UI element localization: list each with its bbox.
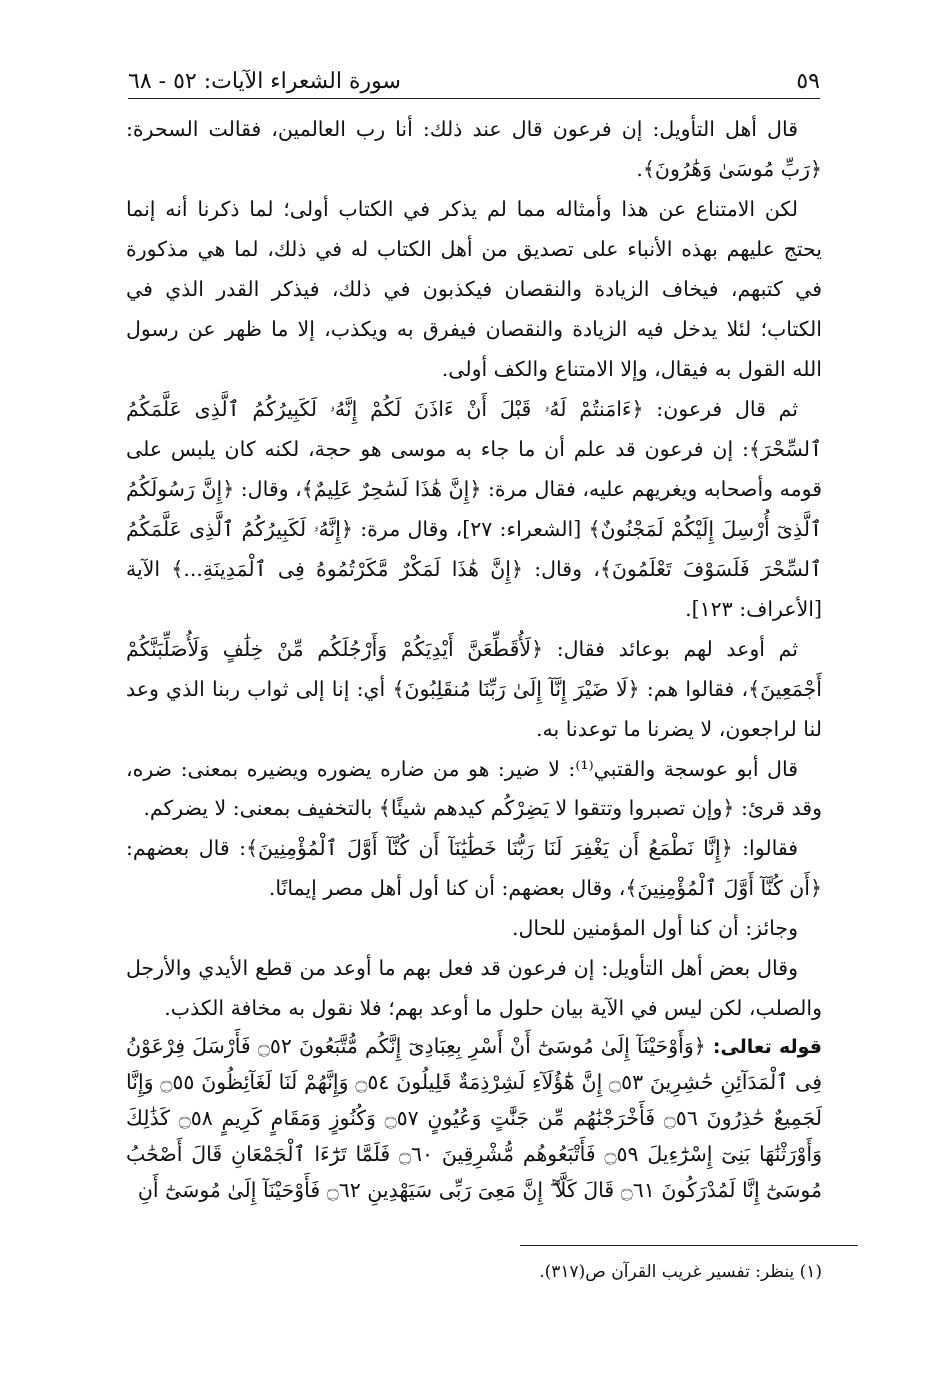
footnote: (١) ينظر: تفسير غريب القرآن ص(٣١٧). — [539, 1262, 822, 1282]
page-number: ٥٩ — [796, 69, 820, 94]
verses-block — [126, 1029, 822, 1208]
paragraph: قال أبو عوسجة والقتبي⁽¹⁾: لا ضير: هو من ضاره يضوره ويضيره بمعنى: ضره، وقد قرئ: ﴿وإن تصبروا وتتقوا لا يَضِرْكُم كيدهم شيئًا﴾ بالتخفيف بمعنى: لا يضركم. — [126, 756, 822, 821]
paragraph: فقالوا: ﴿إِنَّا نَطْمَعُ أَن يَغْفِرَ لَنَا رَبُّنَا خَطَٰيَٰنَآ أَن كُنَّآ أَوَّلَ ٱلْمُؤْمِنِينَ﴾: قال بعضهم: ﴿أَن كُنَّآ أَوَّلَ ٱلْمُؤْمِنِينَ﴾، وقال بعضهم: أن كنا أول أهل مصر إيمانًا. — [126, 836, 822, 901]
paragraph: ثم أوعد لهم بوعائد فقال: ﴿لَأُقَطِّعَنَّ أَيْدِيَكُمْ وَأَرْجُلَكُم مِّنْ خِلَٰفٍ وَلَأُصَلِّبَنَّكُمْ أَجْمَعِينَ﴾، فقالوا هم: ﴿لَا ضَيْرَ إِنَّآ إِلَىٰ رَبِّنَا مُنقَلِبُونَ﴾ أي: إنا إلى ثواب ربنا الذي وعد لنا لراجعون، لا يضرنا ما توعدنا به. — [126, 636, 822, 741]
main-text — [126, 110, 822, 1209]
paragraph: قال أهل التأويل: إن فرعون قال عند ذلك: أنا رب العالمين، فقالت السحرة: ﴿رَبِّ مُوسَىٰ وَهَٰرُونَ﴾. — [126, 117, 822, 181]
footnote-separator — [520, 1245, 858, 1246]
verses-lead: قوله تعالى: — [712, 1036, 822, 1059]
running-title: سورة الشعراء الآيات: ٥٢ - ٦٨ — [128, 69, 401, 94]
paragraph: وجائز: أن كنا أول المؤمنين للحال. — [511, 916, 798, 941]
paragraph: لكن الامتناع عن هذا وأمثاله مما لم يذكر في الكتاب أولى؛ لما ذكرنا أنه إنما يحتج عليهم بهذه الأنباء على تصديق من أهل الكتاب له في ذلك، لما هي مذكورة في كتبهم، فيخاف الزيادة والنقصان فيكذبون في ذلك، فيذكر القدر الذي في الكتاب؛ لئلا يدخل فيه الزيادة والنقصان فيفرق به ويكذب، إلا ما ظهر عن رسول الله القول به فيقال، وإلا الامتناع والكف أولى. — [126, 196, 822, 381]
paragraph: وقال بعض أهل التأويل: إن فرعون قد فعل بهم ما أوعد من قطع الأيدي والأرجل والصلب، لكن ليس في الآية بيان حلول ما أوعد بهم؛ فلا نقول به مخافة الكذب. — [126, 956, 822, 1021]
quran-verses: ﴿وَأَوْحَيْنَآ إِلَىٰ مُوسَىٰٓ أَنْ أَسْرِ بِعِبَادِىٓ إِنَّكُم مُّتَّبَعُونَ ۝٥٢ فَأَرْسَلَ فِرْعَوْنُ فِى ٱلْمَدَآئِنِ حَٰشِرِينَ ۝٥٣ إِنَّ هَٰٓؤُلَآءِ لَشِرْذِمَةٌ قَلِيلُونَ ۝٥٤ وَإِنَّهُمْ لَنَا لَغَآئِظُونَ ۝٥٥ وَإِنَّا لَجَمِيعٌ حَٰذِرُونَ ۝٥٦ فَأَخْرَجْنَٰهُم مِّن جَنَّٰتٍ وَعُيُونٍ ۝٥٧ وَكُنُوزٍ وَمَقَامٍ كَرِيمٍ ۝٥٨ كَذَٰلِكَ وَأَوْرَثْنَٰهَا بَنِىٓ إِسْرَٰٓءِيلَ ۝٥٩ فَأَتْبَعُوهُم مُّشْرِقِينَ ۝٦٠ فَلَمَّا تَرَٰٓءَا ٱلْجَمْعَانِ قَالَ أَصْحَٰبُ مُوسَىٰٓ إِنَّا لَمُدْرَكُونَ ۝٦١ قَالَ كَلَّآ ۖ إِنَّ مَعِىَ رَبِّى سَيَهْدِينِ ۝٦٢ فَأَوْحَيْنَآ إِلَىٰ مُوسَىٰٓ أَنِ — [126, 1034, 823, 1202]
paragraph: ثم قال فرعون: ﴿ءَامَنتُمْ لَهُۥ قَبْلَ أَنْ ءَاذَنَ لَكُمْ إِنَّهُۥ لَكَبِيرُكُمُ ٱلَّذِى عَلَّمَكُمُ ٱلسِّحْرَ﴾: إن فرعون قد علم أن ما جاء به موسى هو حجة، لكنه كان يلبس على قومه وأصحابه ويغريهم عليه، فقال مرة: ﴿إِنَّ هَٰذَا لَسَٰحِرٌ عَلِيمٌ﴾، وقال: ﴿إِنَّ رَسُولَكُمُ ٱلَّذِىٓ أُرْسِلَ إِلَيْكُمْ لَمَجْنُونٌ﴾ [الشعراء: ٢٧]، وقال مرة: ﴿إِنَّهُۥ لَكَبِيرُكُمُ ٱلَّذِى عَلَّمَكُمُ ٱلسِّحْرَ فَلَسَوْفَ تَعْلَمُونَ﴾، وقال: ﴿إِنَّ هَٰذَا لَمَكْرٌ مَّكَرْتُمُوهُ فِى ٱلْمَدِينَةِ...﴾ الآية [الأعراف: ١٢٣]. — [126, 396, 822, 621]
page-header — [128, 52, 820, 99]
